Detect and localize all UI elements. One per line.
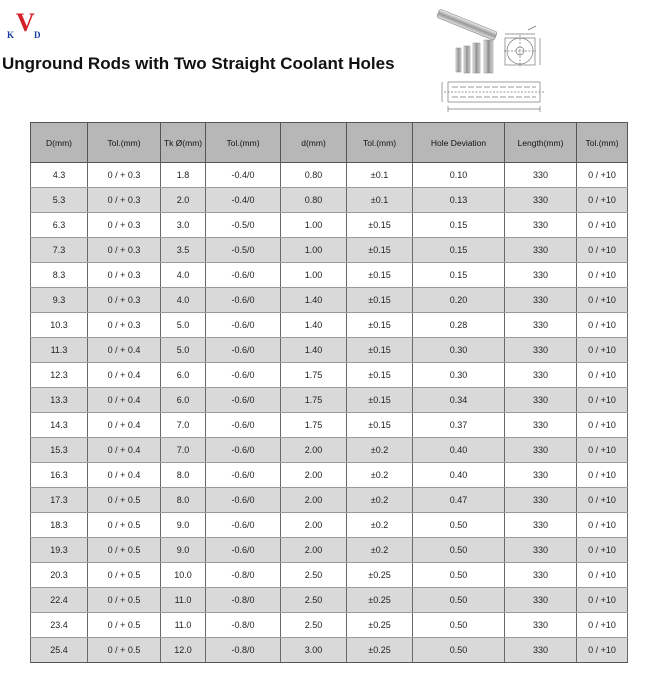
table-cell: -0.5/0 (206, 213, 281, 238)
table-cell: ±0.1 (347, 163, 413, 188)
table-cell: 0.50 (413, 513, 505, 538)
table-cell: -0.4/0 (206, 163, 281, 188)
table-cell: 1.8 (161, 163, 206, 188)
table-cell: 0 / + 0.3 (88, 288, 161, 313)
rod-diagram-icon (432, 6, 552, 116)
table-cell: 4.3 (31, 163, 88, 188)
table-cell: 7.0 (161, 413, 206, 438)
table-cell: 6.0 (161, 363, 206, 388)
table-cell: ±0.2 (347, 463, 413, 488)
table-cell: 0.80 (281, 163, 347, 188)
table-cell: 10.0 (161, 563, 206, 588)
table-cell: -0.8/0 (206, 638, 281, 663)
table-cell: 0.50 (413, 613, 505, 638)
table-cell: 12.0 (161, 638, 206, 663)
table-cell: 0 / + 0.3 (88, 188, 161, 213)
spec-table (30, 122, 628, 663)
table-cell: 0 / +10 (577, 163, 628, 188)
column-header: Hole Deviation (413, 123, 505, 163)
table-cell: 0 / + 0.5 (88, 513, 161, 538)
table-cell: 2.00 (281, 538, 347, 563)
table-cell: 20.3 (31, 563, 88, 588)
table-cell: 330 (505, 538, 577, 563)
table-row (31, 363, 628, 388)
table-cell: -0.6/0 (206, 438, 281, 463)
table-row (31, 638, 628, 663)
table-cell: 0 / + 0.4 (88, 388, 161, 413)
table-cell: -0.8/0 (206, 613, 281, 638)
table-cell: 0.40 (413, 463, 505, 488)
table-cell: 330 (505, 338, 577, 363)
table-cell: 330 (505, 438, 577, 463)
table-cell: 0.13 (413, 188, 505, 213)
column-header: Tol.(mm) (88, 123, 161, 163)
table-cell: 0.50 (413, 588, 505, 613)
table-cell: ±0.2 (347, 513, 413, 538)
table-cell: 1.75 (281, 413, 347, 438)
table-cell: 330 (505, 638, 577, 663)
table-cell: 330 (505, 488, 577, 513)
table-cell: 18.3 (31, 513, 88, 538)
table-row (31, 588, 628, 613)
table-row (31, 538, 628, 563)
table-cell: ±0.15 (347, 363, 413, 388)
table-cell: 0.40 (413, 438, 505, 463)
table-cell: 330 (505, 288, 577, 313)
table-cell: 1.00 (281, 213, 347, 238)
table-cell: 0.80 (281, 188, 347, 213)
table-cell: 0 / +10 (577, 388, 628, 413)
table-cell: 15.3 (31, 438, 88, 463)
table-cell: 13.3 (31, 388, 88, 413)
table-row (31, 513, 628, 538)
table-cell: 2.00 (281, 463, 347, 488)
table-row (31, 613, 628, 638)
table-cell: 17.3 (31, 488, 88, 513)
table-cell: 330 (505, 613, 577, 638)
table-cell: ±0.15 (347, 413, 413, 438)
table-row (31, 238, 628, 263)
table-cell: 0 / +10 (577, 288, 628, 313)
table-cell: 19.3 (31, 538, 88, 563)
table-cell: 11.0 (161, 588, 206, 613)
table-cell: 0.10 (413, 163, 505, 188)
table-cell: -0.6/0 (206, 413, 281, 438)
table-cell: 6.3 (31, 213, 88, 238)
table-cell: 7.3 (31, 238, 88, 263)
table-cell: 0 / + 0.5 (88, 488, 161, 513)
table-cell: 4.0 (161, 263, 206, 288)
table-cell: 0.37 (413, 413, 505, 438)
table-cell: 0 / +10 (577, 563, 628, 588)
table-cell: 23.4 (31, 613, 88, 638)
table-cell: -0.6/0 (206, 538, 281, 563)
table-cell: -0.5/0 (206, 238, 281, 263)
table-cell: ±0.25 (347, 613, 413, 638)
table-cell: 0 / +10 (577, 313, 628, 338)
table-row (31, 313, 628, 338)
table-cell: 0 / +10 (577, 613, 628, 638)
table-cell: 11.3 (31, 338, 88, 363)
table-cell: 0 / +10 (577, 413, 628, 438)
table-cell: 2.00 (281, 513, 347, 538)
table-cell: 0.15 (413, 213, 505, 238)
table-cell: ±0.15 (347, 338, 413, 363)
logo-letter-v: V (16, 8, 35, 37)
column-header: Tol.(mm) (206, 123, 281, 163)
table-cell: 330 (505, 413, 577, 438)
table-cell: ±0.1 (347, 188, 413, 213)
column-header: Length(mm) (505, 123, 577, 163)
table-row (31, 288, 628, 313)
table-cell: 2.0 (161, 188, 206, 213)
table-cell: 0 / +10 (577, 363, 628, 388)
table-cell: 3.5 (161, 238, 206, 263)
table-cell: 22.4 (31, 588, 88, 613)
table-cell: ±0.15 (347, 238, 413, 263)
table-cell: 2.50 (281, 563, 347, 588)
table-cell: ±0.2 (347, 438, 413, 463)
table-cell: 0.20 (413, 288, 505, 313)
table-cell: 14.3 (31, 413, 88, 438)
table-cell: 0 / + 0.4 (88, 413, 161, 438)
table-cell: 0.50 (413, 638, 505, 663)
table-cell: 2.00 (281, 438, 347, 463)
company-logo (6, 8, 46, 42)
table-cell: 0 / + 0.3 (88, 163, 161, 188)
table-cell: 5.3 (31, 188, 88, 213)
table-cell: 0 / +10 (577, 513, 628, 538)
table-cell: 0 / +10 (577, 188, 628, 213)
table-cell: 330 (505, 463, 577, 488)
table-cell: 330 (505, 188, 577, 213)
table-cell: 0.15 (413, 238, 505, 263)
table-cell: 330 (505, 213, 577, 238)
table-cell: 0 / +10 (577, 238, 628, 263)
table-cell: -0.8/0 (206, 588, 281, 613)
table-cell: -0.6/0 (206, 338, 281, 363)
logo-letter-k: K (7, 30, 15, 40)
table-cell: 0 / + 0.3 (88, 238, 161, 263)
table-cell: 8.0 (161, 488, 206, 513)
table-cell: 0 / +10 (577, 588, 628, 613)
table-cell: 0 / +10 (577, 263, 628, 288)
table-row (31, 438, 628, 463)
table-cell: 0 / + 0.5 (88, 563, 161, 588)
table-cell: 3.00 (281, 638, 347, 663)
table-row (31, 388, 628, 413)
column-header: Tol.(mm) (577, 123, 628, 163)
column-header: Tol.(mm) (347, 123, 413, 163)
table-row (31, 213, 628, 238)
table-cell: 0.30 (413, 363, 505, 388)
table-cell: ±0.25 (347, 563, 413, 588)
table-cell: -0.6/0 (206, 463, 281, 488)
table-cell: ±0.25 (347, 638, 413, 663)
table-cell: 12.3 (31, 363, 88, 388)
table-cell: 11.0 (161, 613, 206, 638)
table-cell: 0 / +10 (577, 338, 628, 363)
table-cell: -0.4/0 (206, 188, 281, 213)
table-cell: 0 / +10 (577, 438, 628, 463)
table-cell: 0.28 (413, 313, 505, 338)
table-cell: ±0.15 (347, 213, 413, 238)
table-cell: 330 (505, 388, 577, 413)
table-cell: 1.00 (281, 263, 347, 288)
table-cell: 0 / +10 (577, 463, 628, 488)
table-cell: 0 / +10 (577, 638, 628, 663)
table-header-row (31, 123, 628, 163)
table-cell: 2.50 (281, 613, 347, 638)
table-cell: 0 / +10 (577, 538, 628, 563)
table-cell: -0.6/0 (206, 513, 281, 538)
table-cell: 0 / + 0.4 (88, 463, 161, 488)
table-cell: 0 / +10 (577, 488, 628, 513)
table-cell: -0.6/0 (206, 288, 281, 313)
table-cell: 5.0 (161, 313, 206, 338)
table-cell: 1.40 (281, 313, 347, 338)
table-cell: 0.50 (413, 563, 505, 588)
table-cell: 8.3 (31, 263, 88, 288)
table-cell: 25.4 (31, 638, 88, 663)
table-cell: ±0.15 (347, 263, 413, 288)
table-cell: 0 / + 0.5 (88, 638, 161, 663)
table-cell: 0 / + 0.4 (88, 338, 161, 363)
table-cell: ±0.15 (347, 313, 413, 338)
table-cell: -0.6/0 (206, 363, 281, 388)
table-row (31, 188, 628, 213)
table-row (31, 263, 628, 288)
table-cell: 0 / + 0.3 (88, 263, 161, 288)
table-cell: 1.40 (281, 338, 347, 363)
table-cell: ±0.15 (347, 288, 413, 313)
table-cell: 9.0 (161, 538, 206, 563)
table-cell: 10.3 (31, 313, 88, 338)
table-cell: -0.6/0 (206, 313, 281, 338)
table-cell: 0 / + 0.5 (88, 588, 161, 613)
table-cell: 1.75 (281, 388, 347, 413)
table-cell: -0.6/0 (206, 488, 281, 513)
table-cell: 0.30 (413, 338, 505, 363)
table-cell: 0 / + 0.5 (88, 613, 161, 638)
table-row (31, 463, 628, 488)
table-cell: 0 / +10 (577, 213, 628, 238)
table-row (31, 163, 628, 188)
table-cell: 7.0 (161, 438, 206, 463)
table-cell: ±0.2 (347, 488, 413, 513)
table-row (31, 413, 628, 438)
table-cell: 1.00 (281, 238, 347, 263)
table-cell: 330 (505, 563, 577, 588)
table-cell: 0 / + 0.3 (88, 213, 161, 238)
table-cell: 2.00 (281, 488, 347, 513)
table-cell: 0 / + 0.5 (88, 538, 161, 563)
table-cell: 2.50 (281, 588, 347, 613)
table-cell: -0.6/0 (206, 263, 281, 288)
page-title: Unground Rods with Two Straight Coolant Holes (2, 54, 395, 73)
column-header: D(mm) (31, 123, 88, 163)
logo-letter-d: D (34, 30, 41, 40)
table-row (31, 338, 628, 363)
table-cell: 0 / + 0.4 (88, 363, 161, 388)
table-cell: 330 (505, 588, 577, 613)
table-cell: ±0.25 (347, 588, 413, 613)
table-cell: 6.0 (161, 388, 206, 413)
table-cell: 0 / + 0.4 (88, 438, 161, 463)
table-cell: 330 (505, 263, 577, 288)
table-cell: 4.0 (161, 288, 206, 313)
table-cell: 9.3 (31, 288, 88, 313)
table-cell: 1.75 (281, 363, 347, 388)
table-cell: ±0.15 (347, 388, 413, 413)
table-cell: 0 / + 0.3 (88, 313, 161, 338)
table-cell: 0.50 (413, 538, 505, 563)
table-cell: 330 (505, 313, 577, 338)
table-cell: -0.6/0 (206, 388, 281, 413)
table-cell: 5.0 (161, 338, 206, 363)
table-cell: 0.34 (413, 388, 505, 413)
table-cell: 0.47 (413, 488, 505, 513)
table-cell: 330 (505, 363, 577, 388)
column-header: d(mm) (281, 123, 347, 163)
table-row (31, 563, 628, 588)
table-row (31, 488, 628, 513)
table-cell: 330 (505, 513, 577, 538)
table-cell: 0.15 (413, 263, 505, 288)
table-cell: 1.40 (281, 288, 347, 313)
table-cell: 330 (505, 163, 577, 188)
table-cell: 8.0 (161, 463, 206, 488)
table-cell: 3.0 (161, 213, 206, 238)
column-header: Tk Ø(mm) (161, 123, 206, 163)
table-cell: -0.8/0 (206, 563, 281, 588)
table-cell: 16.3 (31, 463, 88, 488)
table-cell: ±0.2 (347, 538, 413, 563)
table-cell: 330 (505, 238, 577, 263)
table-cell: 9.0 (161, 513, 206, 538)
